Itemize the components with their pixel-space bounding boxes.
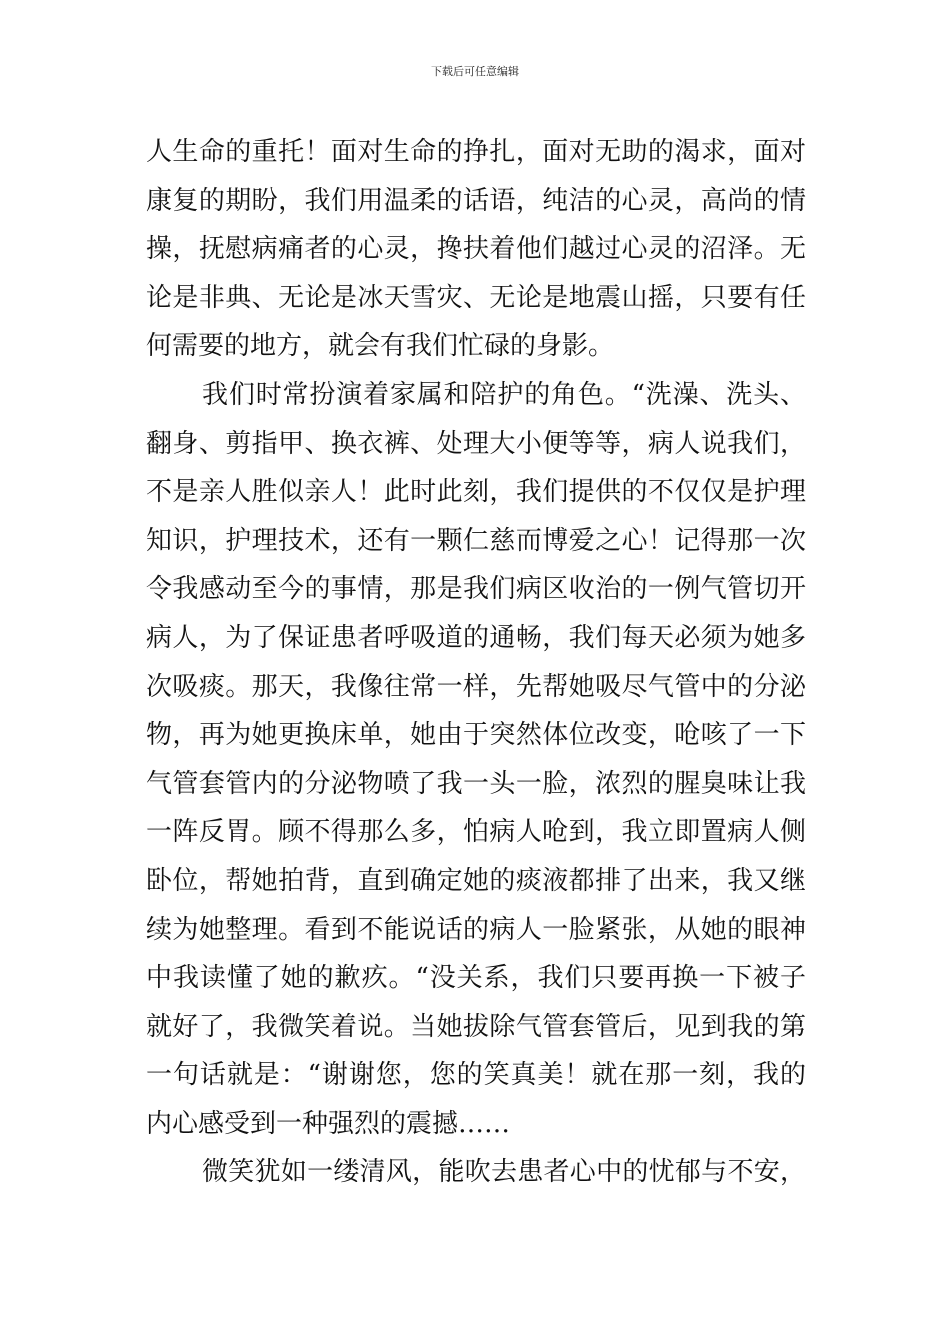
text-line: 中我读懂了她的歉疚。“没关系，我们只要再换一下被子 — [146, 963, 806, 994]
text-line: 何需要的地方，就会有我们忙碌的身影。 — [146, 331, 615, 362]
text-line: 病人，为了保证患者呼吸道的通畅，我们每天必须为她多 — [146, 622, 806, 653]
paragraph-start-line: 微笑犹如一缕清风，能吹去患者心中的忧郁与不安， — [202, 1157, 806, 1188]
text-line: 人生命的重托！面对生命的挣扎，面对无助的渴求，面对 — [146, 137, 806, 167]
text-line: 操，抚慰病痛者的心灵，搀扶着他们越过心灵的沼泽。无 — [146, 234, 806, 265]
text-line: 知识，护理技术，还有一颗仁慈而博爱之心！记得那一次 — [146, 525, 806, 556]
text-line: 物，再为她更换床单，她由于突然体位改变，呛咳了一下 — [146, 720, 806, 751]
text-line: 康复的期盼，我们用温柔的话语，纯洁的心灵，高尚的情 — [146, 185, 806, 216]
text-line: 论是非典、无论是冰天雪灾、无论是地震山摇，只要有任 — [146, 282, 806, 313]
text-line: 一句话就是：“谢谢您，您的笑真美！就在那一刻，我的 — [146, 1060, 806, 1091]
text-line: 令我感动至今的事情，那是我们病区收治的一例气管切开 — [146, 574, 806, 605]
text-line: 卧位，帮她拍背，直到确定她的痰液都排了出来，我又继 — [146, 865, 806, 896]
text-line: 不是亲人胜似亲人！此时此刻，我们提供的不仅仅是护理 — [146, 477, 806, 508]
body-text — [146, 128, 806, 1197]
paragraph-start-line: 我们时常扮演着家属和陪护的角色。“洗澡、洗头、 — [202, 379, 806, 410]
text-line: 内心感受到一种强烈的震撼…… — [146, 1108, 511, 1139]
text-line: 续为她整理。看到不能说话的病人一脸紧张，从她的眼神 — [146, 914, 806, 945]
page-header: 下载后可任意编辑 — [431, 65, 519, 78]
text-line: 翻身、剪指甲、换衣裤、处理大小便等等，病人说我们， — [146, 428, 806, 459]
text-line: 就好了，我微笑着说。当她拔除气管套管后，见到我的第 — [146, 1011, 806, 1042]
text-line: 气管套管内的分泌物喷了我一头一脸，浓烈的腥臭味让我 — [146, 768, 806, 799]
text-line: 次吸痰。那天，我像往常一样，先帮她吸尽气管中的分泌 — [146, 671, 806, 702]
text-line: 一阵反胃。顾不得那么多，怕病人呛到，我立即置病人侧 — [146, 817, 806, 848]
